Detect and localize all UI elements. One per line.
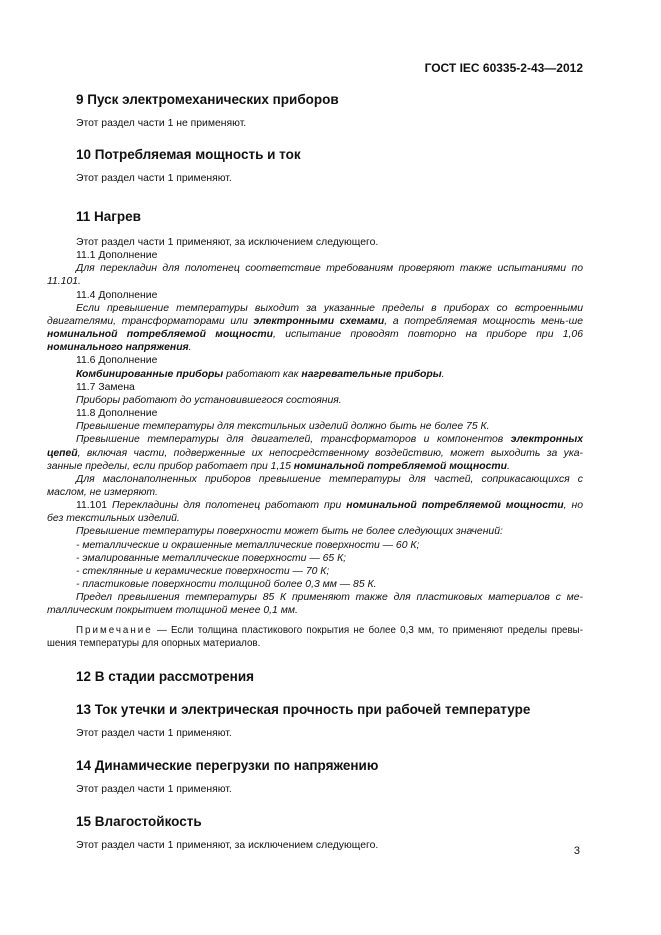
section-14-text: Этот раздел части 1 применяют.: [76, 783, 232, 795]
note-text: — Если толщина пластикового покрытия не более 0,3 мм, то применяют пределы превы-шения температуры для опорных материалов.: [47, 624, 583, 649]
list-item: - стеклянные и керамические поверхности — 70 К;: [76, 565, 330, 577]
section-13-text: Этот раздел части 1 применяют.: [76, 727, 232, 739]
clause-11-101-para-1: 11.101 Перекладины для полотенец работают при номинальной потребляемой мощности, но без текстильных изделий.: [47, 500, 583, 525]
page-number: 3: [573, 845, 580, 857]
list-item: - эмалированные металлические поверхности — 65 К;: [76, 552, 347, 564]
clause-11-1-text: Для перекладин для полотенец соответствие требованиям проверяют также испытаниями по 11.101.: [47, 263, 583, 288]
clause-11-8-label: 11.8 Дополнение: [76, 408, 158, 420]
section-14-title: 14 Динамические перегрузки по напряжению: [76, 757, 379, 773]
section-13: [47, 702, 583, 740]
clause-11-7-label: 11.7 Замена: [76, 381, 135, 393]
section-12-title: 12 В стадии рассмотрения: [76, 668, 254, 684]
clause-11-4-label: 11.4 Дополнение: [76, 289, 158, 301]
section-10: [47, 147, 583, 200]
section-15-text: Этот раздел части 1 применяют, за исключением следующего.: [76, 839, 379, 851]
section-11-intro: Этот раздел части 1 применяют, за исключением следующего.: [76, 237, 379, 248]
section-11: [47, 209, 583, 650]
section-9: [47, 92, 583, 135]
section-10-title: 10 Потребляемая мощность и ток: [76, 147, 301, 162]
section-10-text: Этот раздел части 1 применяют.: [76, 173, 232, 184]
section-9-title: 9 Пуск электромеханических приборов: [76, 92, 339, 107]
list-item: - металлические и окрашенные металлические поверхности — 60 К;: [76, 539, 420, 551]
section-9-text: Этот раздел части 1 не применяют.: [76, 118, 247, 129]
clause-11-8-para-3: Для маслонаполненных приборов превышение температуры для частей, соприкасающихся с маслом, не измеряют.: [47, 473, 583, 498]
document-header: ГОСТ IEC 60335-2-43—2012: [424, 61, 583, 75]
note: [47, 624, 583, 650]
clause-11-1-label: 11.1 Дополнение: [76, 250, 158, 262]
section-15-title: 15 Влагостойкость: [76, 813, 202, 829]
section-11-title: 11 Нагрев: [76, 209, 141, 224]
document-body: [47, 92, 583, 852]
clause-11-6-label: 11.6 Дополнение: [76, 355, 158, 367]
note-label: Примечание: [76, 624, 153, 636]
clause-11-4-text: Если превышение температуры выходит за указанные пределы в приборах со встроенными двигателями, трансформаторами или электронными схемами, а потребляемая мощность мень-ше номинальной потребляемой мощности, испытание проводят повторно на приборе при 1,06 номинального напряжения.: [47, 302, 584, 354]
list-item: - пластиковые поверхности толщиной более 0,3 мм — 85 К.: [76, 579, 377, 591]
section-13-title: 13 Ток утечки и электрическая прочность при рабочей температуре: [76, 701, 531, 717]
clause-11-6-text: Комбинированные приборы работают как нагревательные приборы.: [76, 368, 445, 380]
clause-11-7-text: Приборы работают до установившегося состояния.: [76, 394, 342, 406]
section-14: [47, 758, 583, 796]
clause-11-8-para-1: Превышение температуры для текстильных изделий должно быть не более 75 К.: [76, 421, 490, 433]
clause-11-8-para-2: Превышение температуры для двигателей, трансформаторов и компонентов электронных цепей, включая части, подверженные их непосредственному воздействию, может выходить за ука-занные пределы, если прибор работает при 1,15 номинальной потребляемой мощности.: [47, 434, 583, 472]
clause-11-101-para-3: Предел превышения температуры 85 К применяют также для пластиковых материалов с ме-таллическим покрытием толщиной менее 0,1 мм.: [47, 592, 583, 617]
clause-11-101-para-2: Превышение температуры поверхности может быть не более следующих значений:: [76, 526, 503, 538]
section-15: [47, 814, 583, 852]
